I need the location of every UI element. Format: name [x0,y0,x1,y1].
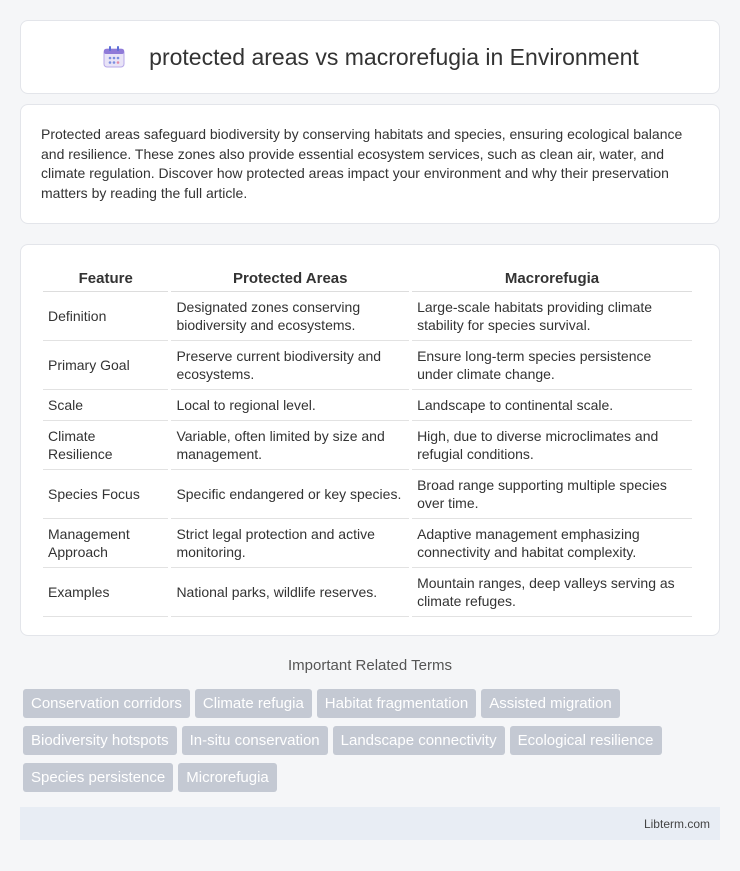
cell-feature: Definition [43,292,168,341]
table-header-row [43,265,692,292]
cell-feature: Examples [43,568,168,617]
cell-feature: Scale [43,390,168,421]
header-macrorefugia: Macrorefugia [412,265,692,292]
cell-macro: Adaptive management emphasizing connectivity and habitat complexity. [412,519,692,568]
cell-macro: Large-scale habitats providing climate stability for species survival. [412,292,692,341]
comparison-table-card [20,244,720,636]
header-protected-areas: Protected Areas [171,265,409,292]
cell-feature: Primary Goal [43,341,168,390]
related-term-tag[interactable]: Microrefugia [178,763,277,792]
related-term-tag[interactable]: Landscape connectivity [333,726,505,755]
table-row [43,341,692,390]
related-term-tag[interactable]: Species persistence [23,763,173,792]
cell-protected: Preserve current biodiversity and ecosystems. [171,341,409,390]
table-row [43,390,692,421]
related-term-tag[interactable]: Climate refugia [195,689,312,718]
cell-macro: Ensure long-term species persistence under climate change. [412,341,692,390]
cell-protected: Local to regional level. [171,390,409,421]
related-term-tag[interactable]: In-situ conservation [182,726,328,755]
cell-macro: Broad range supporting multiple species over time. [412,470,692,519]
title-card [20,20,720,94]
related-term-tag[interactable]: Habitat fragmentation [317,689,476,718]
intro-text: Protected areas safeguard biodiversity by conserving habitats and species, ensuring ecological balance and resilience. These zones also provide essential ecosystem services, such as clean air, water, and climate regulation. Discover how protected areas impact your environment and why their preservation matters by reading the full article. [41,126,683,201]
table-row [43,470,692,519]
cell-macro: Landscape to continental scale. [412,390,692,421]
cell-macro: Mountain ranges, deep valleys serving as climate refuges. [412,568,692,617]
related-term-tag[interactable]: Assisted migration [481,689,620,718]
cell-feature: Species Focus [43,470,168,519]
cell-protected: Specific endangered or key species. [171,470,409,519]
comparison-table [40,265,695,617]
table-row [43,421,692,470]
header-feature: Feature [43,265,168,292]
cell-protected: National parks, wildlife reserves. [171,568,409,617]
table-row [43,519,692,568]
related-term-tag[interactable]: Biodiversity hotspots [23,726,177,755]
cell-feature: Management Approach [43,519,168,568]
intro-card [20,104,720,224]
related-term-tag[interactable]: Conservation corridors [23,689,190,718]
cell-protected: Designated zones conserving biodiversity and ecosystems. [171,292,409,341]
footer-site-link[interactable]: Libterm.com [643,817,710,831]
cell-feature: Climate Resilience [43,421,168,470]
page-title: protected areas vs macrorefugia in Environment [149,43,639,70]
related-terms-tags [23,689,723,800]
cell-macro: High, due to diverse microclimates and refugial conditions. [412,421,692,470]
related-terms-title: Important Related Terms [288,657,452,674]
footer [20,807,720,840]
table-row [43,568,692,617]
calendar-icon [101,44,127,70]
related-term-tag[interactable]: Ecological resilience [510,726,662,755]
cell-protected: Variable, often limited by size and management. [171,421,409,470]
table-row [43,292,692,341]
cell-protected: Strict legal protection and active monitoring. [171,519,409,568]
